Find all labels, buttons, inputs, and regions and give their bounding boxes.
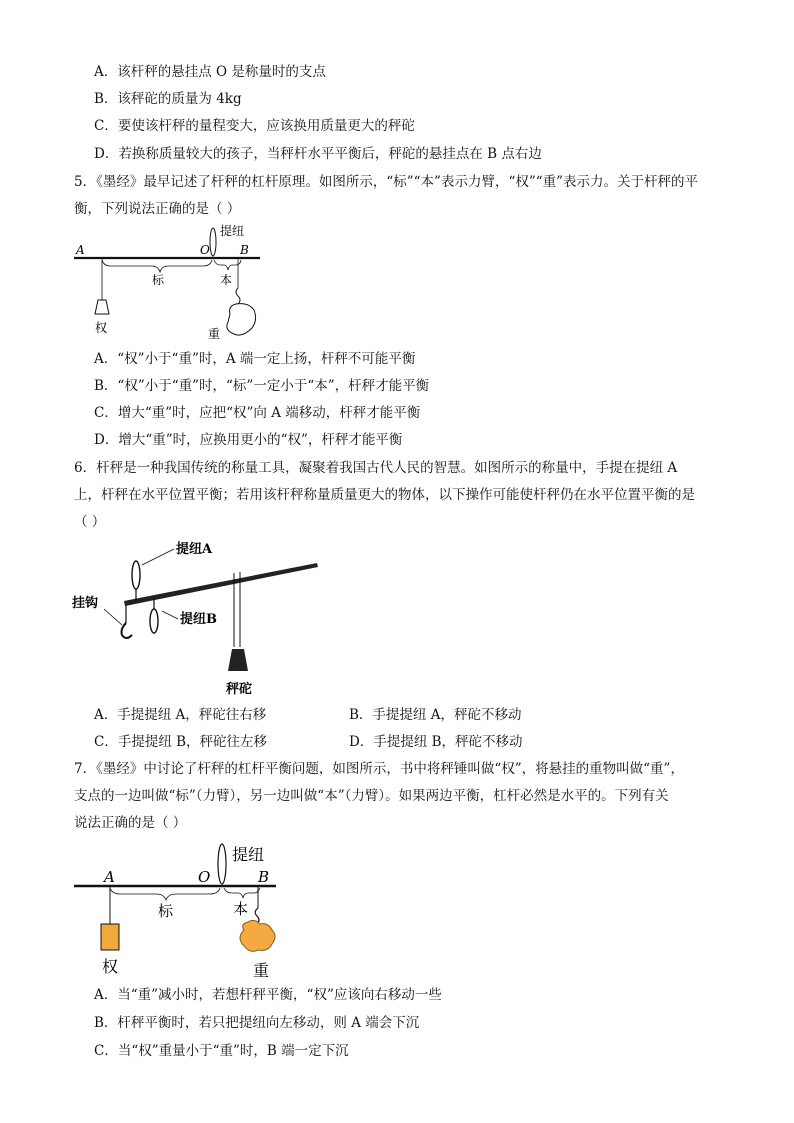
q6-option-c: C．手提提纽 B，秤砣往左移 xyxy=(94,734,268,750)
q5-label-a: A xyxy=(76,243,85,257)
q6-hook xyxy=(122,623,133,638)
q6-label-weight: 秤砣 xyxy=(226,682,253,697)
q7-option-b: B．杆秤平衡时，若只把提纽向左移动，则 A 端会下沉 xyxy=(94,1015,420,1031)
q5-lift-loop xyxy=(210,228,216,256)
q5-stem-line1: 5．《墨经》最早记述了杆秤的杠杆原理。如图所示，“标”“本”表示力臂，“权”“重”表示力。关于杆秤的平 xyxy=(74,174,699,190)
q6-label-lift-b: 提纽B xyxy=(180,612,217,627)
q6-label-hook: 挂钩 xyxy=(72,596,99,611)
q5-zhong-hook xyxy=(236,288,240,304)
q7-zhong-object xyxy=(240,920,275,951)
q5-option-b: B．“权”小于“重”时，“标”一定小于“本”，杆秤才能平衡 xyxy=(94,378,430,394)
q4-option-c: C．要使该杆秤的量程变大，应该换用质量更大的秤砣 xyxy=(94,118,415,134)
q7-label-o: O xyxy=(198,868,211,886)
q7-label-biao: 标 xyxy=(158,902,174,920)
q7-stem-line2: 支点的一边叫做“标”（力臂），另一边叫做“本”（力臂）。如果两边平衡，杠杆必然是水平的。下列有关 xyxy=(74,788,669,804)
q5-option-a: A．“权”小于“重”时，A 端一定上扬，杆秤不可能平衡 xyxy=(94,351,416,367)
q6-beam xyxy=(124,563,318,606)
q7-figure xyxy=(70,838,290,982)
q5-stem-line2: 衡，下列说法正确的是（ ） xyxy=(74,201,241,217)
q6-weight xyxy=(228,649,248,671)
q7-label-zhong: 重 xyxy=(253,961,270,980)
q5-label-ben: 本 xyxy=(220,273,233,287)
q4-option-d: D．若换称质量较大的孩子，当秤杆水平平衡后，秤砣的悬挂点在 B 点右边 xyxy=(94,146,542,162)
q5-brace-ben xyxy=(214,260,241,270)
q7-label-lift: 提纽 xyxy=(232,845,265,864)
q5-figure xyxy=(70,222,280,348)
q5-option-c: C．增大“重”时，应把“权”向 A 端移动，杆秤才能平衡 xyxy=(94,405,421,421)
q6-figure xyxy=(70,535,325,703)
q6-stem-line1: 6．杆秤是一种我国传统的称量工具，凝聚着我国古代人民的智慧。如图所示的称量中，手提在提纽 A xyxy=(74,460,678,476)
q7-label-b: B xyxy=(258,868,270,886)
q6-option-b: B．手提提纽 A，秤砣不移动 xyxy=(349,707,522,723)
q6-pointer-hook xyxy=(104,609,122,625)
q6-option-d: D．手提提纽 B，秤砣不移动 xyxy=(349,734,523,750)
q7-option-a: A．当“重”减小时，若想杆秤平衡，“权”应该向右移动一些 xyxy=(94,987,442,1003)
q5-label-biao: 标 xyxy=(152,273,165,287)
q6-pointer-lift-b xyxy=(162,611,178,619)
q6-stem-line2: 上，杆秤在水平位置平衡；若用该杆秤称量质量更大的物体，以下操作可能使杆秤仍在水平位置平衡的是 xyxy=(74,487,695,503)
q7-lift-loop xyxy=(218,844,226,884)
q7-label-a: A xyxy=(104,868,115,886)
q6-lift-b-loop xyxy=(150,609,158,633)
q4-option-a: A．该杆秤的悬挂点 O 是称量时的支点 xyxy=(94,64,326,80)
q7-stem-line3: 说法正确的是（ ） xyxy=(74,815,187,831)
q5-label-zhong: 重 xyxy=(208,327,221,341)
q5-label-b: B xyxy=(240,243,249,257)
q6-pointer-lift-a xyxy=(142,549,174,565)
q4-option-b: B．该秤砣的质量为 4kg xyxy=(94,91,242,107)
q5-option-d: D．增大“重”时，应换用更小的“权”，杆秤才能平衡 xyxy=(94,432,403,448)
q5-zhong-object xyxy=(227,304,256,336)
q7-brace-ben xyxy=(224,888,260,898)
q7-label-ben: 本 xyxy=(233,900,249,918)
q5-brace-biao xyxy=(102,260,212,272)
q6-lift-a-loop xyxy=(132,561,140,589)
q6-option-a: A．手提提纽 A，秤砣往右移 xyxy=(94,707,267,723)
q7-option-c: C．当“权”重量小于“重”时，B 端一定下沉 xyxy=(94,1043,349,1059)
q5-label-o: O xyxy=(200,243,210,257)
q5-quan-weight xyxy=(95,300,109,314)
q7-quan-weight xyxy=(101,924,119,950)
q5-label-quan: 权 xyxy=(95,321,108,335)
q6-stem-line3: （ ） xyxy=(74,514,106,530)
q6-label-lift-a: 提纽A xyxy=(176,542,213,557)
q5-label-lift: 提纽 xyxy=(220,224,245,238)
q7-label-quan: 权 xyxy=(102,957,119,976)
q7-brace-biao xyxy=(110,888,220,900)
q7-stem-line1: 7．《墨经》中讨论了杆秤的杠杆平衡问题，如图所示，书中将秤锤叫做“权”，将悬挂的重物叫做“重”， xyxy=(74,761,684,777)
